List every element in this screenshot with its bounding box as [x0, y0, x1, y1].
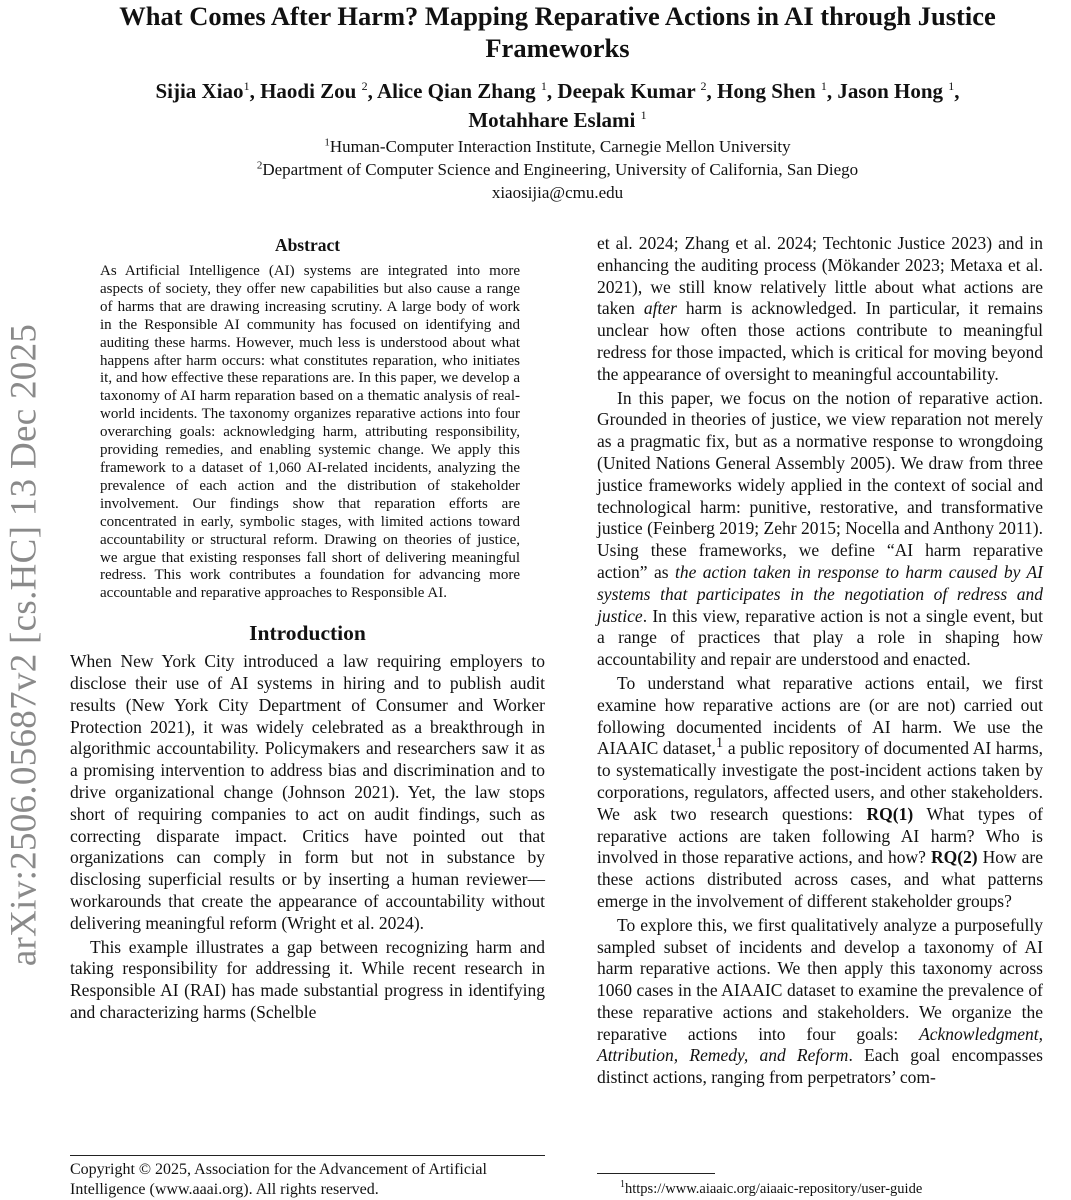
author-affiliation-mark: 1 — [820, 79, 827, 93]
author-separator: , — [826, 79, 838, 103]
author-name: Deepak Kumar — [557, 79, 696, 103]
author-separator: , — [954, 79, 960, 103]
footnote-url[interactable]: https://www.aiaaic.org/aiaaic-repository/user-guide — [625, 1181, 923, 1197]
text-run: To understand what reparative actions entail, we first examine how reparative actions are (or are not) carried out following documented incidents of AI harm. We use the AIAAIC dataset, — [597, 672, 1043, 759]
intro-paragraph-3 — [597, 388, 1043, 671]
author-affiliation-mark: 1 — [948, 79, 955, 93]
author-name: Motahhare Eslami — [468, 108, 636, 132]
research-question-1-label: RQ(1) — [866, 803, 914, 824]
research-question-2-label: RQ(2) — [930, 847, 978, 868]
left-column — [70, 233, 545, 1024]
author-separator: , — [249, 79, 261, 103]
footnote-number: 1 — [620, 1179, 625, 1191]
right-column — [597, 233, 1043, 1089]
affiliation-text: Department of Computer Science and Engineering, University of California, San Diego — [262, 160, 859, 179]
intro-paragraph-5 — [597, 915, 1043, 1089]
text-run: a public repository of documented AI harms, to systematically investigate the post-incident actions taken by corporations, regulators, affected users, and other stakeholders. We ask two research questions: — [597, 738, 1044, 824]
author-affiliation-mark: 1 — [243, 79, 250, 93]
affiliation-mark: 1 — [324, 136, 330, 149]
text-run: What types of reparative actions are taken following AI harm? Who is involved in those reparative actions, and how? — [597, 803, 1043, 868]
affiliations — [70, 135, 1045, 204]
author-affiliation-mark: 2 — [700, 79, 707, 93]
arxiv-sidebar — [2, 0, 46, 1200]
definition-emphasis: the action taken in response to harm caused by AI systems that participates in the negotiation of redress and justice — [597, 561, 1043, 626]
intro-paragraph-1: When New York City introduced a law requiring employers to disclose their use of AI systems in hiring and to publish audit results (New York City Department of Consumer and Worker Protection 2021), it was widely celebrated as a breakthrough in algorithmic accountability. Policymakers and researchers saw it as a promising intervention to address bias and discrimination and to drive organizational change (Johnson 2021). Yet, the law stops short of requiring companies to act on audit findings, such as correcting disparate impact. Critics have pointed out that organizations can comply in form but not in substance by disclosing superficial results or by inserting a human reviewer—workarounds that create the appearance of accountability without delivering meaningful reform (Wright et al. 2024). — [70, 651, 545, 933]
author-name: Jason Hong — [837, 79, 944, 103]
affiliation-line — [70, 158, 1045, 181]
author-separator: , — [706, 79, 718, 103]
text-run: et al. 2024; Zhang et al. 2024; Techtonic Justice 2023) and in enhancing the auditing process (Mökander 2023; Metaxa et al. 2021), we still know relatively little about what actions are taken — [597, 233, 1043, 319]
author-separator: , — [367, 79, 377, 103]
author-affiliation-mark: 1 — [540, 79, 547, 93]
abstract-text: As Artificial Intelligence (AI) systems are integrated into more aspects of society, they offer new capabilities but also cause a range of harms that are drawing increasing scrutiny. A large body of work in the Responsible AI community has focused on identifying and auditing these harms. However, much less is understood about what happens after harm occurs: what constitutes reparation, who initiates it, and how effective these reparations are. In this paper, we develop a taxonomy of AI harm reparation based on a thematic analysis of real-world incidents. The taxonomy organizes reparative actions into four overarching goals: acknowledging harm, attributing responsibility, providing remedies, and enabling systemic change. We apply this framework to a dataset of 1,060 AI-related incidents, analyzing the prevalence of each action and the distribution of stakeholder involvement. Our findings show that reparation efforts are concentrated in early, symbolic stages, with limited actions toward accountability or structural reform. Drawing on theories of justice, we argue that existing responses fall short of delivering meaningful redress. This work contributes a foundation for advancing more accountable and reparative approaches to Responsible AI. — [100, 263, 520, 602]
author-affiliation-mark: 2 — [361, 79, 368, 93]
emphasis: after — [643, 298, 677, 319]
text-run: To explore this, we first qualitatively analyze a purposefully sampled subset of incidents and develop a taxonomy of AI harm reparative actions. We then apply this taxonomy across 1060 cases in the AIAAIC dataset to examine the prevalence of these reparative actions and stakeholders. We organize the reparative actions into four goals: — [597, 914, 1043, 1044]
paper-title: What Comes After Harm? Mapping Reparative Actions in AI through Justice Frameworks — [119, 1, 996, 63]
footnote-mark[interactable]: 1 — [715, 735, 724, 752]
text-run: harm is acknowledged. In particular, it remains unclear how often those actions contribute to meaningful redress for those impacted, which is critical for moving beyond the appearance of oversight to meaningful accountability. — [597, 298, 1043, 384]
arxiv-identifier: arXiv:2506.05687v2 [cs.HC] 13 Dec 2025 — [3, 323, 45, 967]
author-email: xiaosijia@cmu.edu — [491, 183, 624, 202]
author-list — [70, 77, 1045, 135]
footnote-rule — [597, 1173, 715, 1174]
intro-paragraph-2: This example illustrates a gap between recognizing harm and taking responsibility for addressing it. While recent research in Responsible AI (RAI) has made substantial progress in identifying and characterizing harms (Schelble — [70, 936, 545, 1022]
text-run: In this paper, we focus on the notion of reparative action. Grounded in theories of justice, we view reparation not merely as a pragmatic fix, but as a normative response to wrongdoing (United Nations General Assembly 2005). We draw from three justice frameworks widely applied in the context of social and technological harm: punitive, restorative, and transformative justice (Feinberg 2019; Zehr 2015; Nocella and Anthony 2011). Using these frameworks, we define “AI harm reparative action” as — [597, 387, 1043, 582]
author-name: Sijia Xiao — [155, 79, 244, 103]
affiliation-line — [70, 135, 1045, 158]
affiliation-mark: 2 — [256, 159, 263, 172]
intro-paragraph-2-continued — [597, 233, 1043, 386]
affiliation-text: Human-Computer Interaction Institute, Carnegie Mellon University — [329, 137, 791, 156]
goals-emphasis: Acknowledgment, Attribution, Remedy, and Reform — [597, 1023, 1043, 1066]
author-name: Hong Shen — [717, 79, 816, 103]
introduction-heading: Introduction — [249, 621, 366, 646]
author-name: Alice Qian Zhang — [376, 79, 536, 103]
intro-paragraph-4 — [597, 673, 1043, 913]
text-run: . Each goal encompasses distinct actions, ranging from perpetrators’ com- — [597, 1045, 1043, 1088]
footnote — [620, 1180, 922, 1198]
author-separator: , — [546, 79, 558, 103]
text-run: . In this view, reparative action is not a single event, but a range of practices that play a role in shaping how accountability and repair are understood and enacted. — [597, 605, 1043, 670]
author-name: Haodi Zou — [260, 79, 357, 103]
copyright-notice: Copyright © 2025, Association for the Advancement of Artificial Intelligence (www.aaai.org). All rights reserved. — [70, 1155, 545, 1200]
author-affiliation-mark: 1 — [640, 108, 647, 122]
abstract-heading: Abstract — [274, 235, 341, 255]
text-run: How are these actions distributed across cases, and what patterns emerge in the involvement of different stakeholder groups? — [597, 847, 1044, 911]
